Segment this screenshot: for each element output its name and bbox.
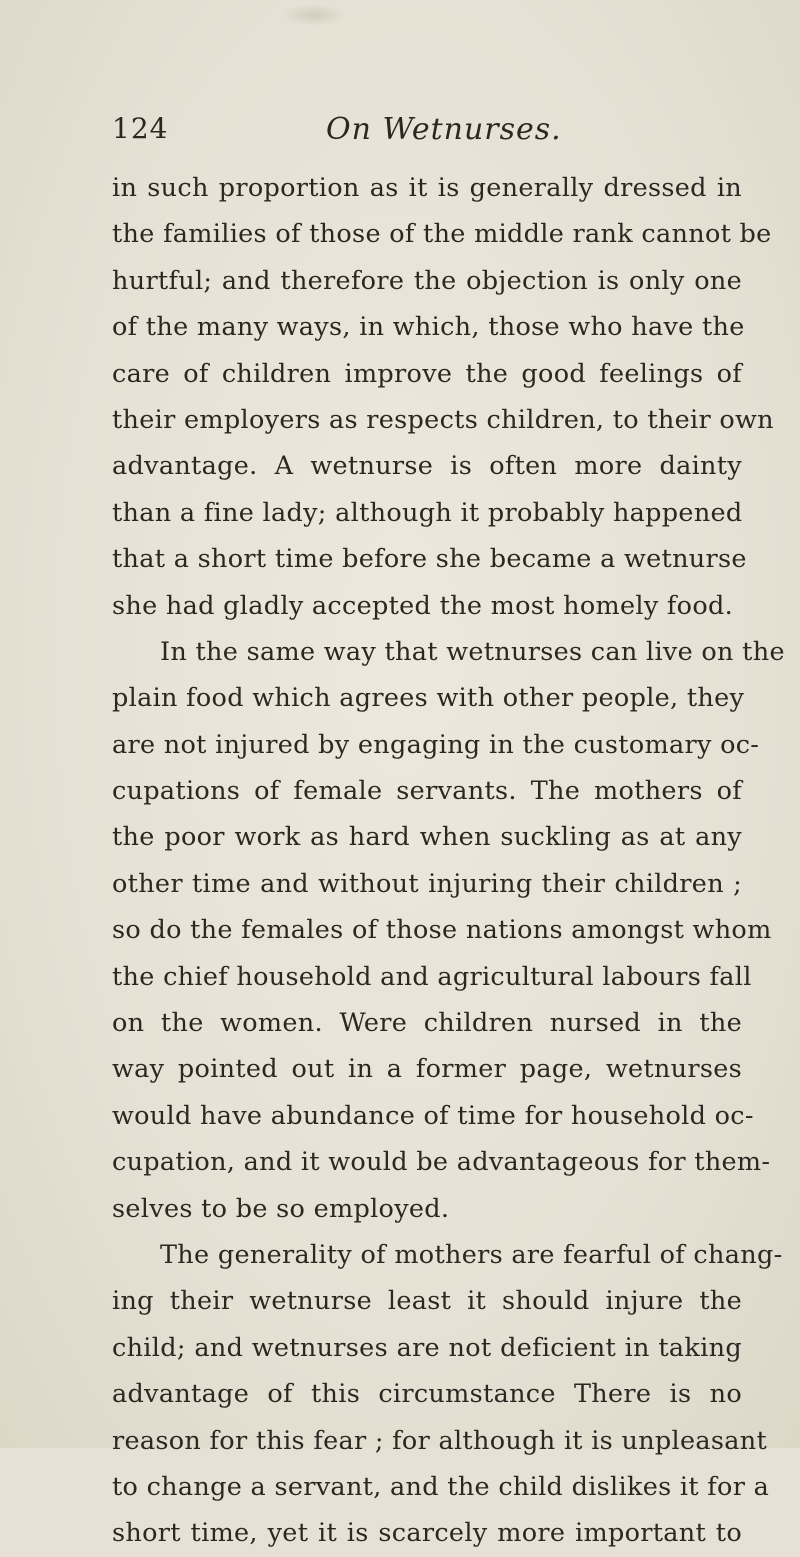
- text-line: are not injured by engaging in the customary oc-: [112, 729, 760, 760]
- text-line: ing their wetnurse least it should injure the: [112, 1286, 742, 1317]
- text-line: advantage. A wetnurse is often more dainty: [112, 451, 742, 482]
- text-line: in such proportion as it is generally dressed in: [112, 173, 742, 203]
- text-line: plain food which agrees with other people, they: [112, 683, 745, 714]
- text-line: on the women. Were children nursed in the: [112, 1008, 742, 1039]
- text-line: other time and without injuring their children ;: [112, 868, 742, 899]
- text-line: child; and wetnurses are not deficient in taking: [112, 1332, 742, 1363]
- body-text: [112, 165, 785, 1557]
- text-line: the chief household and agricultural labours fall: [112, 961, 752, 992]
- text-line: the poor work as hard when suckling as at any: [112, 822, 742, 853]
- running-title: On Wetnurses.: [326, 112, 562, 147]
- page-number: 124: [112, 112, 169, 145]
- paragraph-end-line: selves to be so employed.: [112, 1193, 450, 1224]
- text-line: to change a servant, and the child dislikes it for a: [112, 1471, 770, 1502]
- text-line: so do the females of those nations amongst whom: [112, 915, 772, 946]
- paragraph-start-line: In the same way that wetnurses can live on the: [160, 636, 785, 667]
- text-line: care of children improve the good feelings of: [112, 358, 742, 389]
- text-line: that a short time before she became a wetnurse: [112, 544, 747, 575]
- text-line: would have abundance of time for household oc-: [112, 1100, 754, 1131]
- paragraph-start-line: The generality of mothers are fearful of chang-: [160, 1239, 783, 1270]
- text-line: cupation, and it would be advantageous for them-: [112, 1147, 771, 1178]
- text-line: way pointed out in a former page, wetnurses: [112, 1054, 742, 1085]
- text-line: cupations of female servants. The mothers of: [112, 776, 742, 807]
- text-line: their employers as respects children, to their own: [112, 404, 774, 435]
- text-line: advantage of this circumstance There is no: [112, 1379, 742, 1410]
- text-line: short time, yet it is scarcely more important to: [112, 1518, 742, 1549]
- page-header: [112, 112, 752, 162]
- paragraph-end-line: she had gladly accepted the most homely food.: [112, 590, 734, 621]
- ink-smudge: [282, 4, 346, 26]
- text-line: reason for this fear ; for although it is unpleasant: [112, 1425, 768, 1456]
- text-line: than a fine lady; although it probably happened: [112, 497, 743, 528]
- text-line: hurtful; and therefore the objection is only one: [112, 265, 742, 296]
- text-line: of the many ways, in which, those who have the: [112, 312, 745, 343]
- text-line: the families of those of the middle rank cannot be: [112, 219, 772, 250]
